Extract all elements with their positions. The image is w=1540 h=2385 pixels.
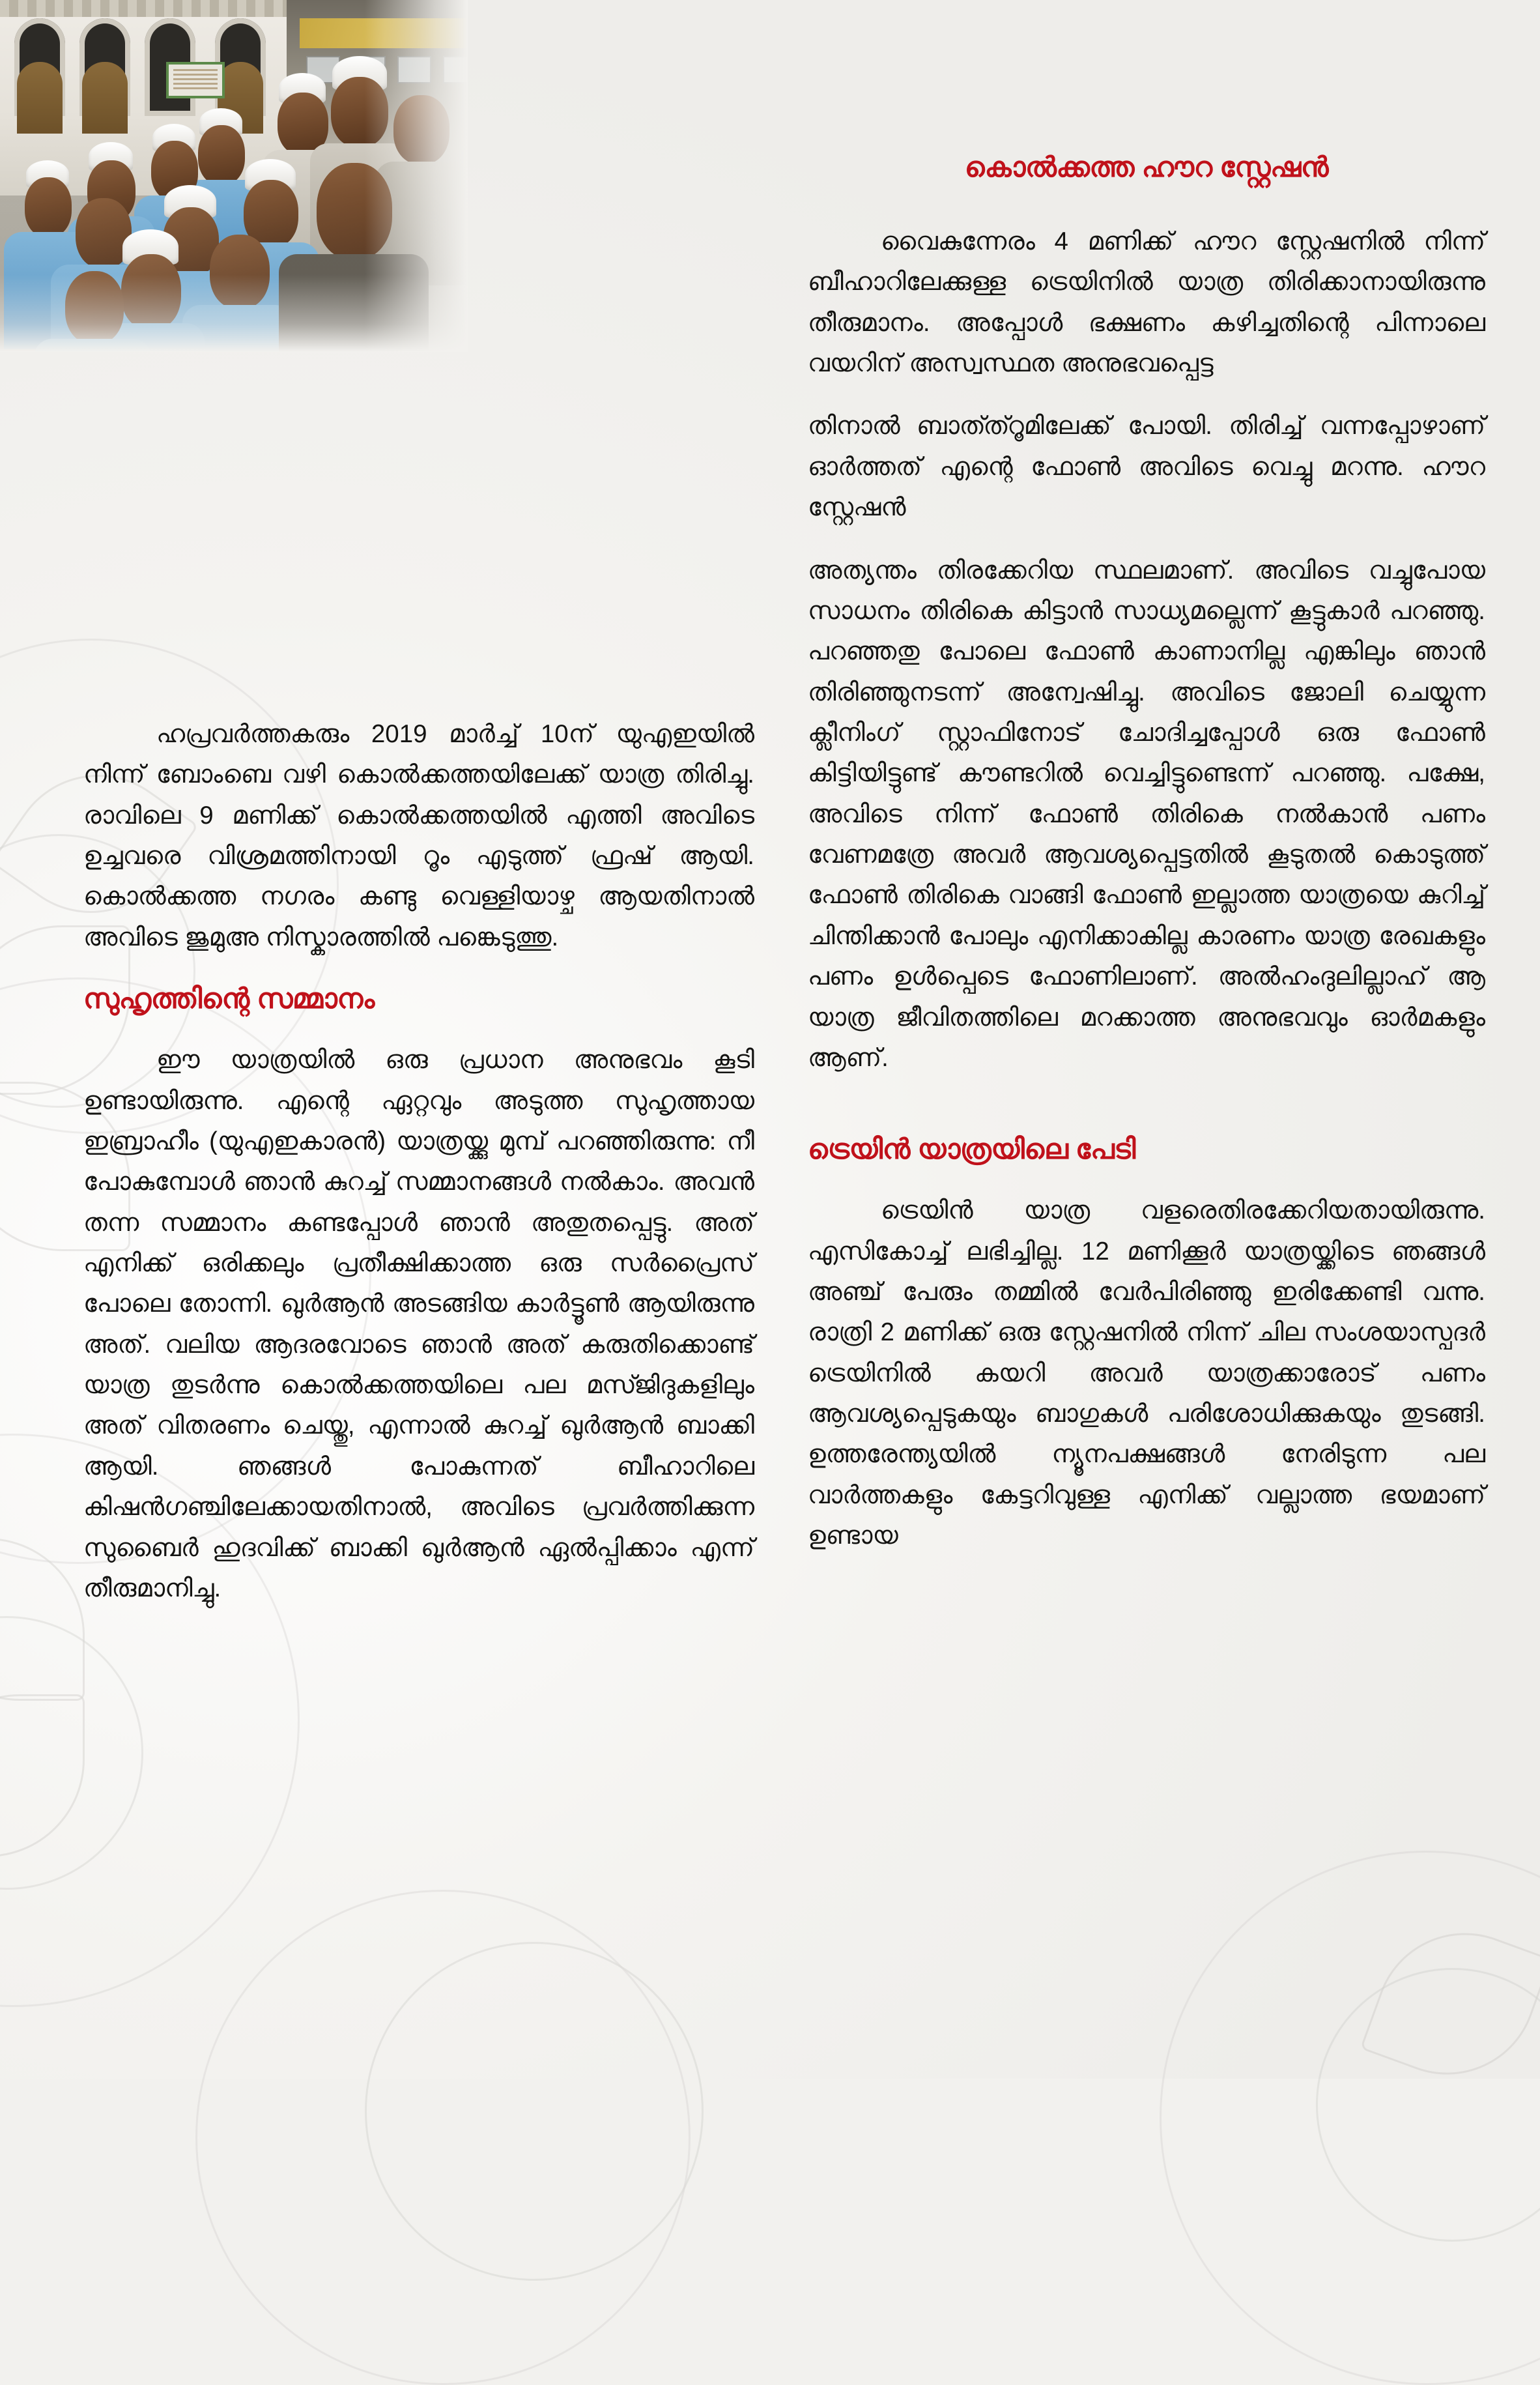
right-text-column xyxy=(808,149,1485,1557)
left-paragraph-2: ഈ യാത്രയിൽ ഒരു പ്രധാന അനുഭവം കൂടി ഉണ്ടായിരുന്നു. എന്റെ ഏറ്റവും അടുത്ത സുഹൃത്തായ ഇബ്രാഹീം (യുഎഇകാരൻ) യാത്രയ്ക്കു മുമ്പ് പറഞ്ഞിരുന്നു: നീ പോകുമ്പോൾ ഞാൻ കുറച്ച് സമ്മാനങ്ങൾ നൽകാം. അവൻ തന്ന സമ്മാനം കണ്ടപ്പോൾ ഞാൻ അതുതപ്പെട്ടു. അത് എനിക്ക് ഒരിക്കലും പ്രതീക്ഷിക്കാത്ത ഒരു സർപ്രൈസ് പോലെ തോന്നി. ഖുർആൻ അടങ്ങിയ കാർട്ടൂൺ ആയിരുന്നു അത്. വലിയ ആദരവോടെ ഞാൻ അത് കരുതിക്കൊണ്ട് യാത്ര തുടർന്നു കൊൽക്കത്തയിലെ പല മസ്ജിദുകളിലും അത് വിതരണം ചെയ്തു, എന്നാൽ കുറച്ച് ഖുർആൻ ബാക്കി ആയി. ഞങ്ങൾ പോകുന്നത് ബീഹാറിലെ കിഷൻഗഞ്ചിലേക്കായതിനാൽ, അവിടെ പ്രവർത്തിക്കുന്ന സുബൈർ ഹുദവിക്ക് ബാക്കി ഖുർആൻ ഏൽപ്പിക്കാം എന്ന് തീരുമാനിച്ചു. xyxy=(83,1046,754,1602)
heading-suhruthinte-sammanam: സുഹൃത്തിന്റെ സമ്മാനം xyxy=(83,983,375,1015)
left-paragraph-1: ഹപ്രവർത്തകരും 2019 മാർച്ച് 10ന് യുഎഇയിൽ നിന്ന് ബോംബെ വഴി കൊൽക്കത്തയിലേക്ക് യാത്ര തിരിച്ചു. രാവിലെ 9 മണിക്ക് കൊൽക്കത്തയിൽ എത്തി അവിടെ ഉച്ചവരെ വിശ്രമത്തിനായി റൂം എടുത്ത് ഫ്രഷ് ആയി. കൊൽക്കത്ത നഗരം കണ്ടു വെള്ളിയാഴ്ച ആയതിനാൽ അവിടെ ജുമുഅ നിസ്കാരത്തിൽ പങ്കെടുത്തു. xyxy=(83,720,754,951)
right-paragraph-4: ട്രെയിൻ യാത്ര വളരെതിരക്കേറിയതായിരുന്നു. എസികോച്ച് ലഭിച്ചില്ല. 12 മണിക്കൂർ യാത്രയ്ക്കിടെ ഞങ്ങൾ അഞ്ച് പേരും തമ്മിൽ വേർപിരിഞ്ഞു ഇരിക്കേണ്ടി വന്നു. രാത്രി 2 മണിക്ക് ഒരു സ്റ്റേഷനിൽ നിന്ന് ചില സംശയാസ്പദർ ട്രെയിനിൽ കയറി അവർ യാത്രക്കാരോട് പണം ആവശ്യപ്പെടുകയും ബാഗുകൾ പരിശോധിക്കുകയും തുടങ്ങി. ഉത്തരേന്ത്യയിൽ ന്യൂനപക്ഷങ്ങൾ നേരിടുന്ന പല വാർത്തകളും കേട്ടറിവുള്ള എനിക്ക് വല്ലാത്ത ഭയമാണ് ഉണ്ടായ xyxy=(808,1196,1485,1550)
right-paragraph-1: വൈകുന്നേരം 4 മണിക്ക് ഹൗറ സ്റ്റേഷനിൽ നിന്ന് ബീഹാറിലേക്കുള്ള ട്രെയിനിൽ യാത്ര തിരിക്കാനായിരുന്നു തീരുമാനം. അപ്പോൾ ഭക്ഷണം കഴിച്ചതിന്റെ പിന്നാലെ വയറിന് അസ്വസ്ഥത അനുഭവപ്പെട്ട xyxy=(808,227,1485,378)
left-text-column xyxy=(83,714,754,1631)
heading-kolkatha-howrah-station: കൊൽക്കത്ത ഹൗറ സ്റ്റേഷൻ xyxy=(964,152,1329,183)
right-paragraph-3: അത്യന്തം തിരക്കേറിയ സ്ഥലമാണ്. അവിടെ വച്ചുപോയ സാധനം തിരികെ കിട്ടാൻ സാധ്യമല്ലെന്ന് കൂട്ടുകാർ പറഞ്ഞു. പറഞ്ഞതു പോലെ ഫോൺ കാണാനില്ല എങ്കിലും ഞാൻ തിരിഞ്ഞുനടന്ന് അന്വേഷിച്ചു. അവിടെ ജോലി ചെയ്യുന്ന ക്ലീനിംഗ് സ്റ്റാഫിനോട് ചോദിച്ചപ്പോൾ ഒരു ഫോൺ കിട്ടിയിട്ടുണ്ട് കൗണ്ടറിൽ വെച്ചിട്ടുണ്ടെന്ന് പറഞ്ഞു. പക്ഷേ, അവിടെ നിന്ന് ഫോൺ തിരികെ നൽകാൻ പണം വേണമത്രേ അവർ ആവശ്യപ്പെട്ടതിൽ കൂടുതൽ കൊടുത്ത് ഫോൺ തിരികെ വാങ്ങി ഫോൺ ഇല്ലാത്ത യാത്രയെ കുറിച്ച് ചിന്തിക്കാൻ പോലും എനിക്കാകില്ല കാരണം യാത്ര രേഖകളും പണം ഉൾപ്പെടെ ഫോണിലാണ്. അൽഹംദുലില്ലാഹ് ആ യാത്ര ജീവിതത്തിലെ മറക്കാത്ത അനുഭവവും ഓർമകളും ആണ്. xyxy=(808,556,1485,1072)
right-paragraph-2: തിനാൽ ബാത്ത്റൂമിലേക്ക് പോയി. തിരിച്ച് വന്നപ്പോഴാണ് ഓർത്തത് എന്റെ ഫോൺ അവിടെ വെച്ചു മറന്നു. ഹൗറ സ്റ്റേഷൻ xyxy=(808,412,1485,522)
heading-train-yathrayile-pedi: ട്രെയിൻ യാത്രയിലെ പേടി xyxy=(808,1134,1135,1166)
